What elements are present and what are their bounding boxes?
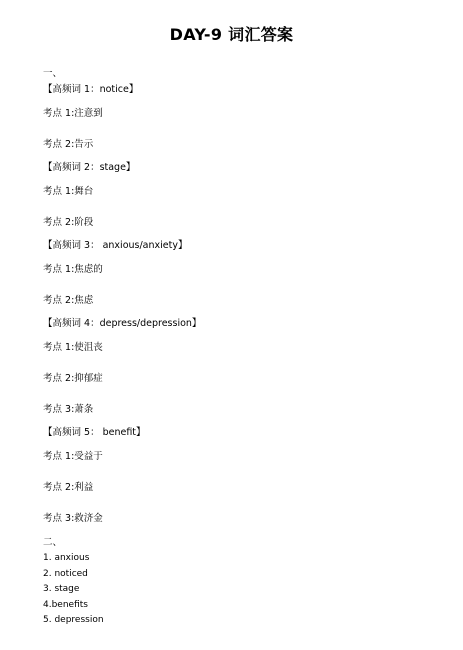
answer-1: 1. anxious [43, 553, 90, 563]
keyword-4-point-2: 考点 2:抑郁症 [43, 373, 103, 384]
page-title: DAY-9 词汇答案 [169, 25, 294, 44]
keyword-4-point-1: 考点 1:使沮丧 [43, 342, 103, 353]
keyword-1-heading: 【高频词 1：notice】 [43, 84, 139, 95]
keyword-3-point-1: 考点 1:焦虑的 [43, 264, 103, 275]
keyword-2-heading: 【高频词 2：stage】 [43, 162, 136, 173]
section-2-heading: 二、 [43, 537, 63, 548]
keyword-5-point-2: 考点 2:利益 [43, 482, 94, 493]
keyword-3-heading: 【高频词 3： anxious/anxiety】 [43, 240, 188, 251]
keyword-1-point-1: 考点 1:注意到 [43, 108, 103, 119]
keyword-4-point-3: 考点 3:萧条 [43, 404, 94, 415]
section-1-heading: 一、 [43, 68, 63, 79]
keyword-2-point-2: 考点 2:阶段 [43, 217, 94, 228]
keyword-3-point-2: 考点 2:焦虑 [43, 295, 94, 306]
keyword-4-heading: 【高频词 4：depress/depression】 [43, 318, 202, 329]
keyword-5-heading: 【高频词 5： benefit】 [43, 427, 146, 438]
keyword-5-point-1: 考点 1:受益于 [43, 451, 103, 462]
keyword-1-point-2: 考点 2:告示 [43, 139, 94, 150]
answer-4: 4.benefits [43, 600, 88, 610]
keyword-5-point-3: 考点 3:救济金 [43, 513, 103, 524]
answer-2: 2. noticed [43, 569, 88, 579]
answer-3: 3. stage [43, 584, 80, 594]
answer-5: 5. depression [43, 615, 104, 625]
keyword-2-point-1: 考点 1:舞台 [43, 186, 94, 197]
